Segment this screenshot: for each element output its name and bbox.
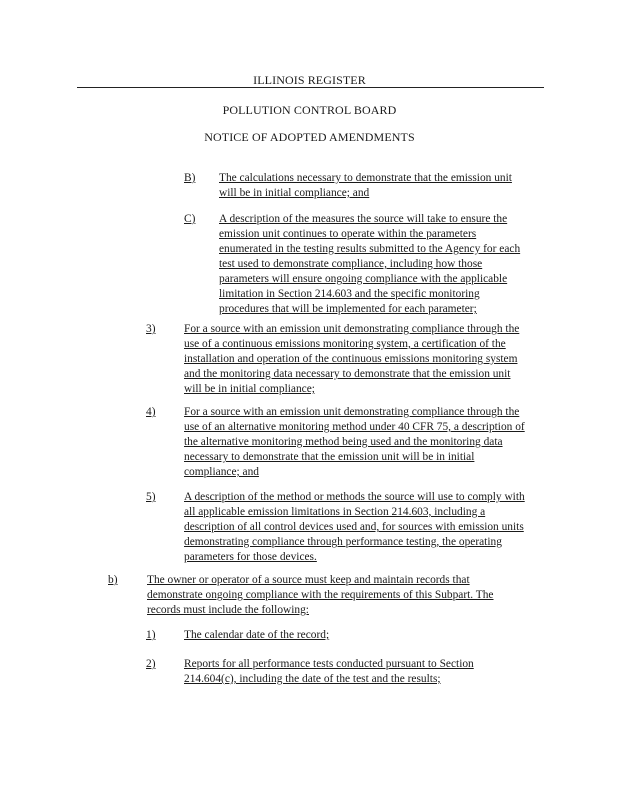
text-line: procedures that will be implemented for each parameter; (219, 303, 477, 315)
item-label: B) (184, 172, 196, 184)
text-line: all applicable emission limitations in Section 214.603, including a (184, 506, 486, 518)
item-label: 5) (146, 491, 156, 503)
text-line: parameters for those devices. (184, 551, 317, 563)
text-line: enumerated in the testing results submitted to the Agency for each (219, 243, 521, 255)
text-line: The calendar date of the record; (184, 629, 330, 641)
text-line: description of all control devices used and, for sources with emission units (184, 521, 524, 533)
text-line: demonstrate ongoing compliance with the requirements of this Subpart. The (147, 589, 494, 601)
item-text (184, 657, 604, 687)
item-label: b) (108, 574, 118, 586)
text-line: limitation in Section 214.603 and the specific monitoring (219, 288, 480, 300)
item-text (219, 171, 599, 201)
item-text (184, 628, 604, 643)
item-text (219, 212, 599, 317)
item-label: C) (184, 213, 196, 225)
notice-title: NOTICE OF ADOPTED AMENDMENTS (204, 130, 415, 144)
header-rule (77, 87, 544, 88)
text-line: For a source with an emission unit demonstrating compliance through the (184, 406, 520, 418)
text-line: Reports for all performance tests conducted pursuant to Section (184, 658, 474, 670)
text-line: A description of the method or methods the source will use to comply with (184, 491, 525, 503)
item-text (147, 573, 587, 618)
item-text (184, 322, 604, 397)
text-line: A description of the measures the source will take to ensure the (219, 213, 508, 225)
text-line: emission unit continues to operate within the parameters (219, 228, 477, 240)
text-line: For a source with an emission unit demonstrating compliance through the (184, 323, 520, 335)
text-line: will be in initial compliance; (184, 383, 315, 395)
text-line: use of a continuous emissions monitoring system, a certification of the (184, 338, 506, 350)
text-line: The owner or operator of a source must keep and maintain records that (147, 574, 470, 586)
text-line: compliance; and (184, 466, 259, 478)
text-line: parameters will ensure ongoing compliance with the applicable (219, 273, 508, 285)
text-line: 214.604(c), including the date of the test and the results; (184, 673, 441, 685)
text-line: and the monitoring data necessary to demonstrate that the emission unit (184, 368, 511, 380)
text-line: test used to demonstrate compliance, including how those (219, 258, 483, 270)
item-label: 4) (146, 406, 156, 418)
register-title: ILLINOIS REGISTER (253, 73, 366, 87)
item-label: 2) (146, 658, 156, 670)
text-line: demonstrating compliance through performance testing, the operating (184, 536, 502, 548)
board-title: POLLUTION CONTROL BOARD (222, 103, 397, 117)
text-line: records must include the following: (147, 604, 309, 616)
item-text (184, 405, 604, 480)
text-line: necessary to demonstrate that the emission unit will be in initial (184, 451, 475, 463)
text-line: the alternative monitoring method being used and the monitoring data (184, 436, 503, 448)
text-line: installation and operation of the continuous emissions monitoring system (184, 353, 518, 365)
item-label: 1) (146, 629, 156, 641)
text-line: use of an alternative monitoring method under 40 CFR 75, a description of (184, 421, 525, 433)
item-label: 3) (146, 323, 156, 335)
item-text (184, 490, 604, 565)
text-line: The calculations necessary to demonstrate that the emission unit (219, 172, 512, 184)
text-line: will be in initial compliance; and (219, 187, 370, 199)
